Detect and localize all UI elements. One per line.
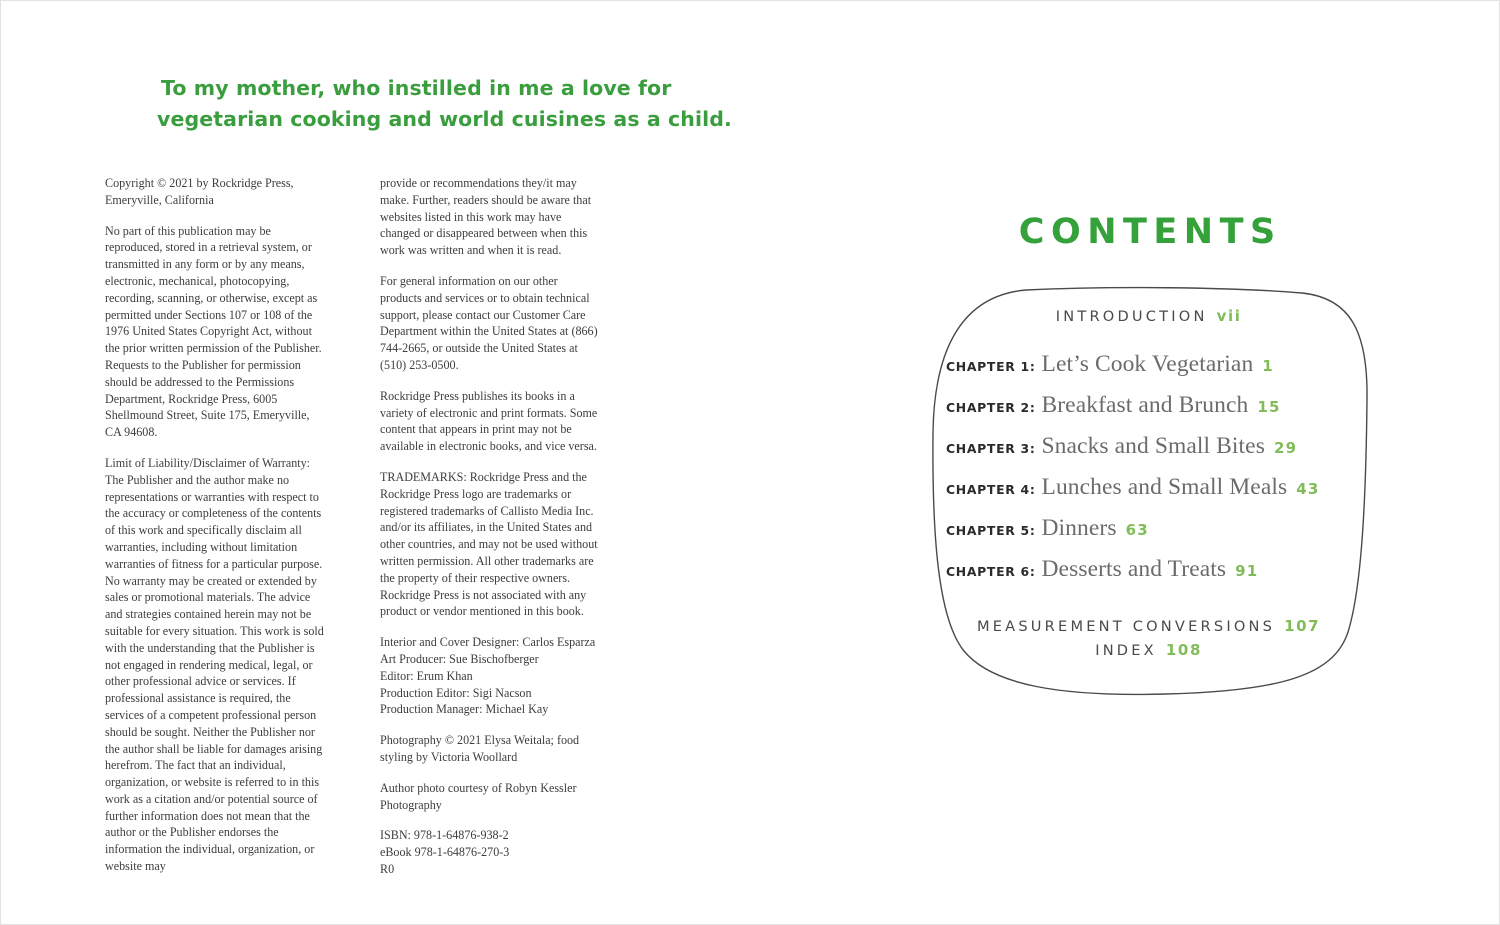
toc-entry-chapter-5[interactable] bbox=[912, 515, 1382, 542]
toc-entry-chapter-3[interactable] bbox=[912, 433, 1382, 460]
credit-line: Production Editor: Sigi Nacson bbox=[380, 685, 532, 700]
chapter-title: Lunches and Small Meals bbox=[1041, 474, 1288, 500]
toc-entry-chapter-1[interactable] bbox=[912, 351, 1382, 378]
toc-introduction-label: INTRODUCTION bbox=[1055, 308, 1208, 325]
credit-line: Art Producer: Sue Bischofberger bbox=[380, 651, 539, 666]
chapter-label: CHAPTER 4: bbox=[946, 482, 1036, 497]
chapter-page: 29 bbox=[1273, 439, 1298, 457]
index-page: 108 bbox=[1165, 641, 1202, 659]
table-of-contents bbox=[912, 307, 1382, 659]
chapter-label: CHAPTER 5: bbox=[946, 523, 1036, 538]
credit-line: Interior and Cover Designer: Carlos Esparza bbox=[380, 635, 596, 650]
contents-heading: CONTENTS bbox=[1018, 212, 1282, 252]
isbn-ebook: eBook 978-1-64876-270-3 bbox=[380, 845, 510, 860]
chapter-page: 63 bbox=[1125, 521, 1149, 539]
chapter-title: Dinners bbox=[1041, 515, 1117, 541]
chapter-title: Snacks and Small Bites bbox=[1041, 433, 1265, 459]
isbn-print: ISBN: 978-1-64876-938-2 bbox=[380, 828, 509, 843]
copyright-paragraph: Rockridge Press publishes its books in a variety of electronic and print formats. Some content that appears in print may not be available in electronic books, and vice versa. bbox=[380, 388, 598, 454]
toc-entry-chapter-2[interactable] bbox=[912, 392, 1382, 419]
printing-code: R0 bbox=[380, 861, 395, 876]
index-label: INDEX bbox=[1095, 642, 1157, 659]
author-photo-credit: Author photo courtesy of Robyn Kessler Photography bbox=[380, 780, 577, 812]
toc-introduction-page: vii bbox=[1216, 307, 1242, 325]
chapter-page: 91 bbox=[1235, 562, 1259, 580]
chapter-label: CHAPTER 3: bbox=[946, 441, 1036, 456]
toc-entry-chapter-6[interactable] bbox=[912, 556, 1382, 583]
copyright-paragraph: Copyright © 2021 by Rockridge Press, Emeryville, California bbox=[105, 176, 294, 207]
chapter-page: 1 bbox=[1262, 357, 1274, 375]
chapter-title: Let’s Cook Vegetarian bbox=[1041, 351, 1254, 377]
credit-line: Editor: Erum Khan bbox=[380, 668, 473, 683]
copyright-paragraph: provide or recommendations they/it may make. Further, readers should be aware that websites listed in this work may have changed or disappeared between when this work was written and when it is read. bbox=[380, 176, 592, 258]
chapter-label: CHAPTER 6: bbox=[946, 564, 1036, 579]
production-credits bbox=[380, 634, 602, 718]
copyright-column-right bbox=[380, 175, 602, 892]
dedication-text bbox=[157, 73, 732, 135]
toc-entry-chapter-4[interactable] bbox=[912, 474, 1382, 501]
chapter-label: CHAPTER 2: bbox=[946, 400, 1036, 415]
chapter-page: 15 bbox=[1257, 398, 1281, 416]
chapter-page: 43 bbox=[1296, 480, 1320, 498]
copyright-column-left bbox=[105, 175, 327, 892]
toc-entry-introduction[interactable] bbox=[912, 307, 1382, 325]
chapter-title: Desserts and Treats bbox=[1041, 556, 1227, 582]
copyright-block bbox=[105, 175, 605, 892]
toc-entry-index[interactable] bbox=[912, 641, 1382, 659]
copyright-paragraph: Limit of Liability/Disclaimer of Warranty: The Publisher and the author make no representations or warranties with respect to the accuracy or completeness of the contents of this work and specifically disclaim all warranties, including without limitation warranties of fitness for a particular purpose. No warranty may be created or extended by sales or promotional materials. The advice and strategies contained herein may not be suitable for every situation. This work is sold with the understanding that the Publisher is not engaged in rendering medical, legal, or other professional advice or services. If professional assistance is required, the services of a competent professional person should be sought. Neither the Publisher nor the author shall be liable for damages arising herefrom. The fact that an individual, organization, or website is referred to in this work as a citation and/or potential source of further information does not mean that the author or the Publisher endorses the information the individual, organization, or website may bbox=[105, 455, 324, 874]
dedication-line-2: vegetarian cooking and world cuisines as a child. bbox=[157, 107, 732, 131]
chapter-title: Breakfast and Brunch bbox=[1041, 392, 1249, 418]
copyright-paragraph: For general information on our other products and services or to obtain technical support, please contact our Customer Care Department within the United States at (866) 744-2665, or outside the United States at (510) 253-0500. bbox=[380, 273, 598, 372]
isbn-block bbox=[380, 827, 602, 877]
toc-entry-measurement-conversions[interactable] bbox=[912, 617, 1382, 635]
measurement-conversions-page: 107 bbox=[1284, 617, 1321, 635]
measurement-conversions-label: MEASUREMENT CONVERSIONS bbox=[976, 618, 1276, 635]
dedication-line-1: To my mother, who instilled in me a love for bbox=[161, 76, 672, 100]
copyright-paragraph: No part of this publication may be reproduced, stored in a retrieval system, or transmitted in any form or by any means, electronic, mechanical, photocopying, recording, scanning, or otherwise, except as permitted under Sections 107 or 108 of the 1976 United States Copyright Act, without the prior written permission of the Publisher. Requests to the Publisher for permission should be addressed to the Permissions Department, Rockridge Press, 6005 Shellmound Street, Suite 175, Emeryville, CA 94608. bbox=[105, 223, 322, 440]
contents-panel bbox=[912, 212, 1382, 722]
photography-credit: Photography © 2021 Elysa Weitala; food styling by Victoria Woollard bbox=[380, 733, 580, 764]
credit-line: Production Manager: Michael Kay bbox=[380, 702, 549, 717]
copyright-paragraph: TRADEMARKS: Rockridge Press and the Rockridge Press logo are trademarks or registered trademarks of Callisto Media Inc. and/or its affiliates, in the United States and other countries, and may not be used without written permission. All other trademarks are the property of their respective owners. Rockridge Press is not associated with any product or vendor mentioned in this book. bbox=[380, 469, 598, 619]
page-content-area bbox=[7, 7, 1493, 918]
chapter-label: CHAPTER 1: bbox=[946, 359, 1036, 374]
